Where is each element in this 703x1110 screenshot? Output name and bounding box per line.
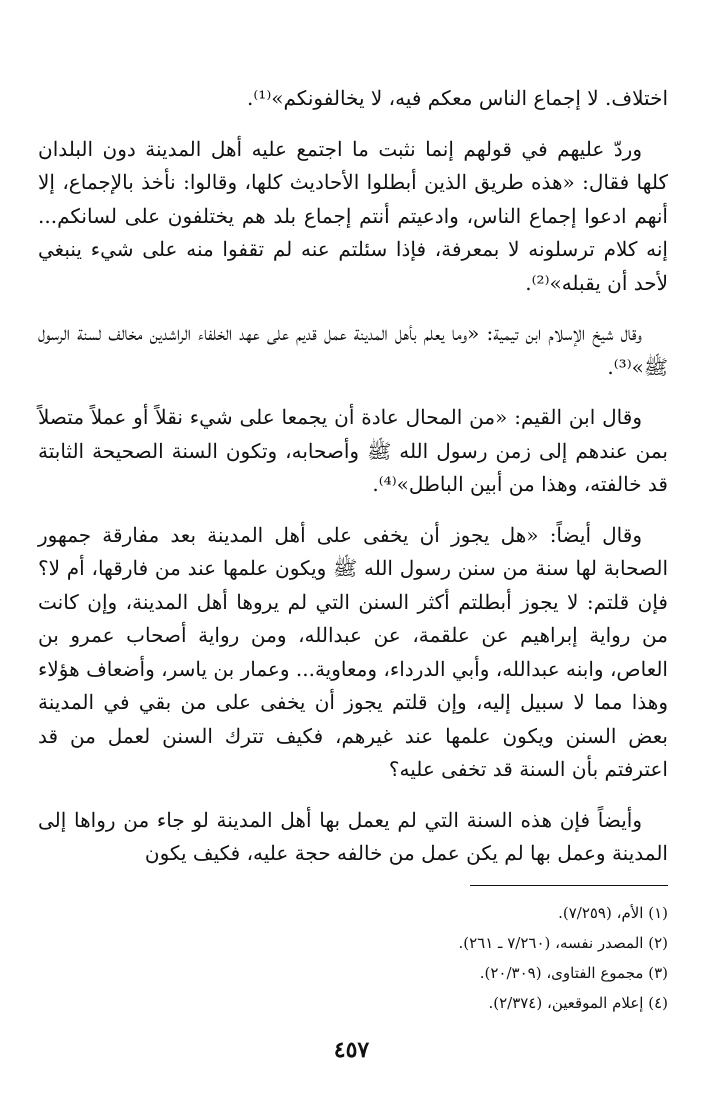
paragraph: وقال شيخ الإسلام ابن تيمية: «وما يعلم بأهل المدينة عمل قديم على عهد الخلفاء الراشدين مخالف لسنة الرسول ﷺ»⁽³⁾. <box>38 321 668 379</box>
footnotes <box>38 898 668 1018</box>
footnote: (٢) المصدر نفسه، (٧/٢٦٠ ـ ٢٦١). <box>458 934 668 952</box>
footnote: (١) الأم، (٧/٢٥٩). <box>558 904 668 922</box>
paragraph: وقال أيضاً: «هل يجوز أن يخفى على أهل المدينة بعد مفارقة جمهور الصحابة لها سنة من سنن رسول الله ﷺ ويكون علمها عند من فارقها، أم لا؟ فإن قلتم: لا يجوز أبطلتم أكثر السنن التي لم يروها أهل المدينة، وإن كانت من رواية إبراهيم عن علقمة، عن عبدالله، ومن رواية أصحاب عمرو بن العاص، وابنه عبدالله، وأبي الدرداء، ومعاوية... وعمار بن ياسر، وأضعاف هؤلاء وهذا مما لا سبيل إليه، وإن قلتم يجوز أن يخفى على من بقي في المدينة بعض السنن ويكون علمها عند غيرهم، فكيف تترك السنن لعمل من قد اعترفتم بأن السنة قد تخفى عليه؟ <box>38 522 668 781</box>
footnote: (٤) إعلام الموقعين، (٢/٣٧٤). <box>488 994 668 1012</box>
page-number: ٤٥٧ <box>333 1037 370 1063</box>
footnote: (٣) مجموع الفتاوى، (٢٠/٣٠٩). <box>479 964 668 982</box>
paragraph: وردّ عليهم في قولهم إنما نثبت ما اجتمع عليه أهل المدينة دون البلدان كلها فقال: «هذه طريق الذين أبطلوا الأحاديث كلها، وقالوا: نأخذ بالإجماع، إلا أنهم ادعوا إجماع الناس، وادعيتم أنتم إجماع بلد هم يختلفون على لسانكم... إنه كلام ترسلونه لا بمعرفة، فإذا سئلتم عنه لم تقفوا منه على شيء ينبغي لأحد أن يقبله»⁽²⁾. <box>38 136 668 295</box>
paragraph: اختلاف. لا إجماع الناس معكم فيه، لا يخالفونكم»⁽¹⁾. <box>247 86 668 110</box>
body-text <box>38 82 668 888</box>
paragraph: وأيضاً فإن هذه السنة التي لم يعمل بها أهل المدينة لو جاء من رواها إلى المدينة وعمل بها لم يكن عمل من خالفه حجة عليه، فكيف يكون <box>38 807 668 865</box>
footnote-divider <box>470 885 668 886</box>
paragraph: وقال ابن القيم: «من المحال عادة أن يجمعا على شيء نقلاً أو عملاً متصلاً بمن عندهم إلى زمن رسول الله ﷺ وأصحابه، وتكون السنة الصحيحة الثابتة قد خالفته، وهذا من أبين الباطل»⁽⁴⁾. <box>38 405 668 496</box>
